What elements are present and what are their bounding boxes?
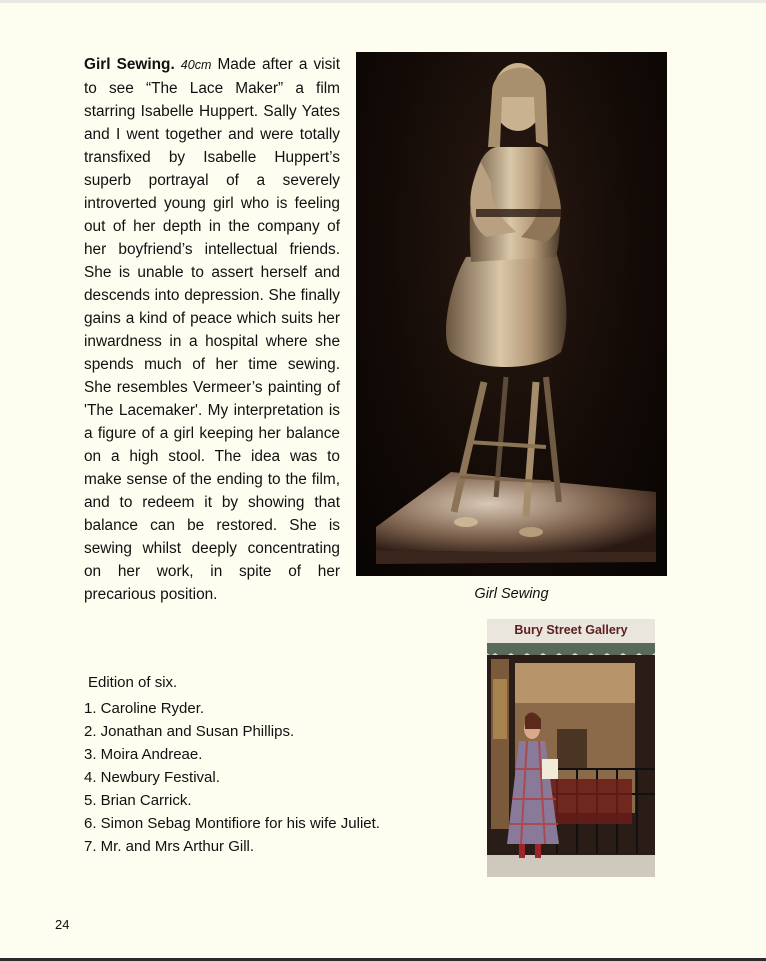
photo-caption: Girl Sewing — [474, 586, 549, 602]
artwork-title: Girl Sewing. — [84, 56, 175, 73]
sculpture-photo — [356, 52, 667, 576]
list-item: 4. Newbury Festival. — [84, 769, 220, 786]
artwork-size: 40cm — [180, 58, 212, 72]
list-item: 5. Brian Carrick. — [84, 792, 192, 809]
edition-heading: Edition of six. — [88, 674, 178, 691]
list-item: 7. Mr. and Mrs Arthur Gill. — [84, 838, 255, 855]
article-text: Made after a visit to see “The Lace Maker” a film starring Isabelle Huppert. Sally Yates and I went together and were totally transfixed by Isabelle Huppert’s superb portrayal of a severely introverted young girl who is feeling out of her depth in the company of her boyfriend’s intellectual friends. She is unable to assert herself and descends into depression. She finally gains a kind of peace which suits her inwardness in a hospital where she spends much of her time sewing. She resembles Vermeer’s painting of 'The Lacemaker'. My interpretation is a figure of a girl keeping her balance on a high stool. The idea was to make sense of the ending to the film, and to redeem it by showing that balance can be restored. She is sewing whilst deeply concentrating on her work, in spite of her precarious position. — [84, 56, 340, 603]
page-top-edge — [0, 0, 766, 3]
owner-list — [84, 697, 380, 858]
page-number: 24 — [55, 917, 70, 932]
gallery-photo — [487, 619, 655, 877]
gallery-sign: Bury Street Gallery — [514, 623, 628, 637]
list-item: 2. Jonathan and Susan Phillips. — [84, 723, 295, 740]
list-item: 1. Caroline Ryder. — [84, 700, 205, 717]
article-paragraph — [84, 53, 340, 606]
list-item: 3. Moira Andreae. — [84, 746, 203, 763]
list-item: 6. Simon Sebag Montifiore for his wife Juliet. — [84, 815, 380, 832]
